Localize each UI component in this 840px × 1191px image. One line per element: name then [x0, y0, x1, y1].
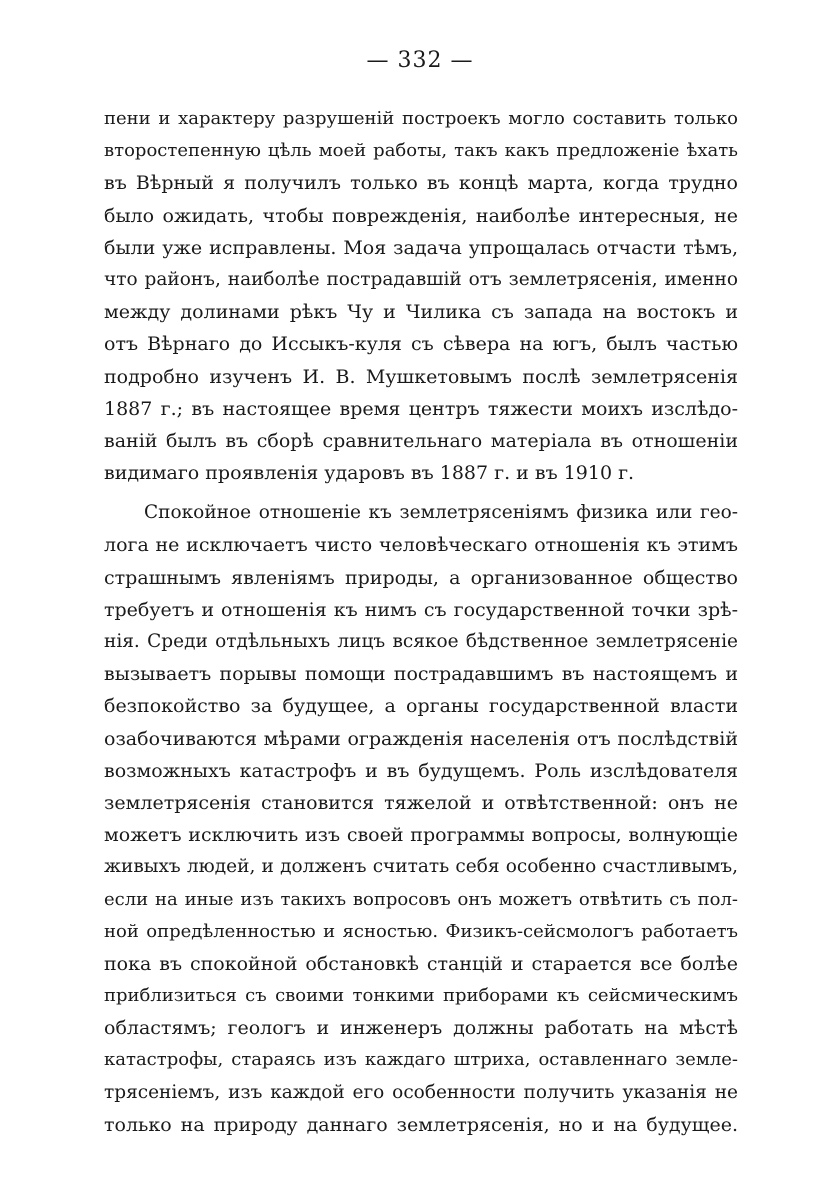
text-line: приблизиться съ своими тонкими приборами къ сейсмическимъ [104, 985, 738, 1007]
text-line: Спокойное отношеніе къ землетрясеніямъ физика или гео- [144, 502, 738, 524]
text-line: только на природу даннаго землетрясенія, но и на будущее. [104, 1113, 738, 1136]
text-line: пока въ спокойной обстановкѣ станцій и старается все болѣе [104, 952, 738, 975]
paragraph-1 [104, 103, 738, 489]
text-line: нія. Среди отдѣльныхъ лицъ всякое бѣдственное землетрясеніе [104, 631, 738, 652]
text-line: было ожидать, чтобы поврежденія, наиболѣе интересныя, не [104, 204, 738, 227]
text-line: ваній былъ въ сборѣ сравнительнаго матеріала въ отношеніи [104, 429, 738, 452]
text-line: землетрясенія становится тяжелой и отвѣтственной: онъ не [104, 791, 738, 814]
text-line: лога не исключаетъ чисто человѣческаго отношенія къ этимъ [104, 534, 738, 557]
text-line: между долинами рѣкъ Чу и Чилика съ запада на востокъ и [104, 301, 738, 324]
text-line: трясеніемъ, изъ каждой его особенности получить указанія не [104, 1081, 738, 1103]
text-line: страшнымъ явленіямъ природы, а организованное общество [104, 566, 738, 589]
text-line: безпокойство за будущее, а органы государственной власти [104, 695, 738, 718]
text-line: были уже исправлены. Моя задача упрощалась отчасти тѣмъ, [104, 236, 738, 259]
text-line: второстепенную цѣль моей работы, такъ какъ предложеніе ѣхать [104, 140, 738, 162]
text-line: требуетъ и отношенія къ нимъ съ государственной точки зрѣ- [104, 598, 738, 621]
text-line: катастрофы, стараясь изъ каждаго штриха, оставленнаго земле- [104, 1049, 738, 1071]
text-line: въ Вѣрный я получилъ только въ концѣ марта, когда трудно [104, 172, 738, 195]
text-line: вызываетъ порывы помощи пострадавшимъ въ настоящемъ и [104, 663, 738, 686]
text-line: ной опредѣленностью и ясностью. Физикъ-сейсмологъ работаетъ [104, 920, 738, 942]
text-line: подробно изученъ И. В. Мушкетовымъ послѣ землетрясенія [104, 365, 738, 388]
paragraph-gap [104, 489, 738, 497]
text-line: пени и характеру разрушеній построекъ могло составить только [104, 108, 738, 129]
page-number: — 332 — [366, 48, 474, 73]
body-text [104, 103, 738, 1141]
text-line: 1887 г.; въ настоящее время центръ тяжести моихъ изслѣдо- [104, 397, 738, 420]
text-line: областямъ; геологъ и инженеръ должны работать на мѣстѣ [104, 1017, 738, 1040]
text-line: что районъ, наиболѣе пострадавшій отъ землетрясенія, именно [104, 268, 738, 290]
text-line: живыхъ людей, и долженъ считать себя особенно счастливымъ, [104, 856, 738, 878]
text-line: видимаго проявленія ударовъ въ 1887 г. и въ 1910 г. [104, 462, 635, 485]
text-line: озабочиваются мѣрами огражденія населенія отъ послѣдствій [104, 727, 738, 750]
paragraph-2 [104, 497, 738, 1141]
text-line: отъ Вѣрнаго до Иссыкъ-куля съ сѣвера на югъ, былъ частью [104, 333, 738, 356]
text-line: если на иные изъ такихъ вопросовъ онъ можетъ отвѣтить съ пол- [104, 888, 738, 910]
text-line: возможныхъ катастрофъ и въ будущемъ. Роль изслѣдователя [104, 759, 738, 782]
text-line: можетъ исключить изъ своей программы вопросы, волнующіе [104, 824, 738, 847]
